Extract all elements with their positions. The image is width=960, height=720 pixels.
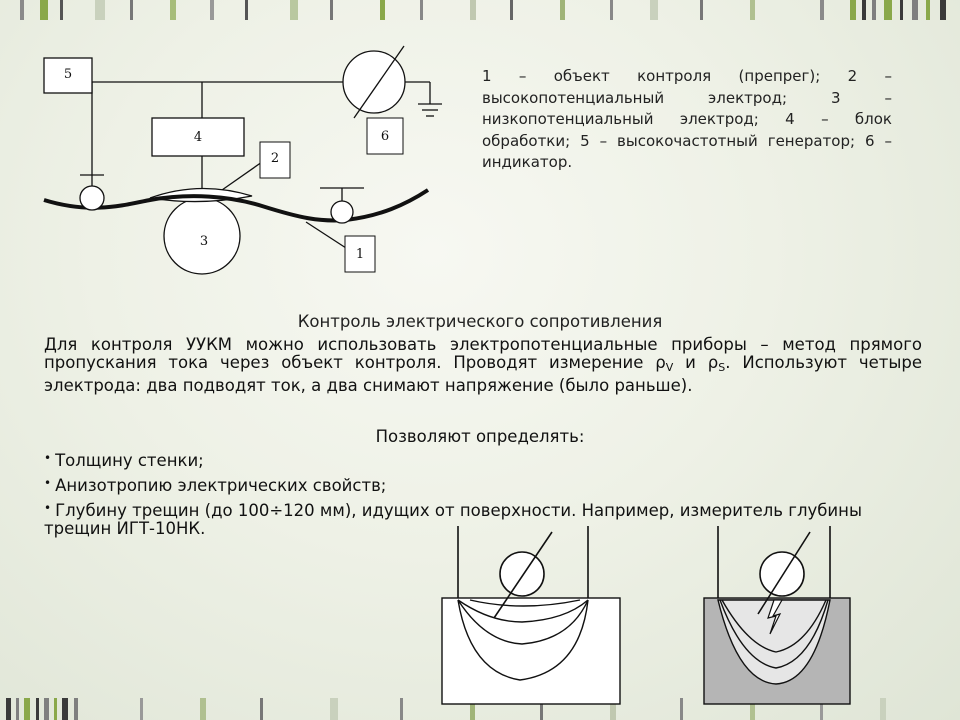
label-2: 2 (270, 151, 280, 166)
label-5: 5 (63, 67, 73, 82)
bullet-icon: • (44, 476, 52, 490)
rho-s-subscript: S (718, 361, 726, 374)
method-paragraph (44, 336, 922, 395)
para-part1: Для контроля УУКМ можно использовать электропотенциальные приборы – метод прямого пропускания тока через объект контроля. Проводят измерение ρ (44, 335, 922, 372)
probe-circle (760, 552, 804, 596)
bullet-text: Толщину стенки; (55, 451, 204, 470)
roller-left (80, 186, 104, 210)
para-part2: и ρ (673, 353, 719, 372)
crack-depth-illustration-left (430, 522, 630, 712)
rho-v-subscript: V (665, 361, 674, 374)
diagram-legend: 1 – объект контроля (препрег); 2 – высокопотенциальный электрод; 3 – низкопотенциальный электрод; 4 – блок обработки; 5 – высокочастотный генератор; 6 – индикатор. (482, 67, 892, 171)
bullet-icon: • (44, 501, 52, 515)
para-part3: . Используют четыре электрода: два подводят ток, а два снимают напряжение (было раньше). (44, 353, 923, 395)
label-6: 6 (380, 129, 390, 144)
bullet-text: Анизотропию электрических свойств; (55, 476, 387, 495)
indicator-circle-6 (343, 51, 405, 113)
measurement-circuit-diagram (0, 0, 470, 290)
label-4: 4 (193, 130, 203, 145)
section-title: Контроль электрического сопротивления (297, 312, 663, 331)
bullet-icon: • (44, 451, 52, 465)
roller-right (331, 201, 353, 223)
bullet-item-anisotropy (44, 474, 922, 495)
capabilities-title: Позволяют определять: (375, 427, 585, 446)
bullet-item-wall-thickness (44, 449, 922, 470)
crack-depth-illustration-right (698, 522, 878, 712)
label-3: 3 (199, 234, 209, 249)
probe-circle (500, 552, 544, 596)
label-1: 1 (355, 247, 365, 262)
bullet-text: Глубину трещин (до 100÷120 мм), идущих от поверхности. Например, измеритель глубины трещин ИГТ-10НК. (44, 501, 862, 538)
